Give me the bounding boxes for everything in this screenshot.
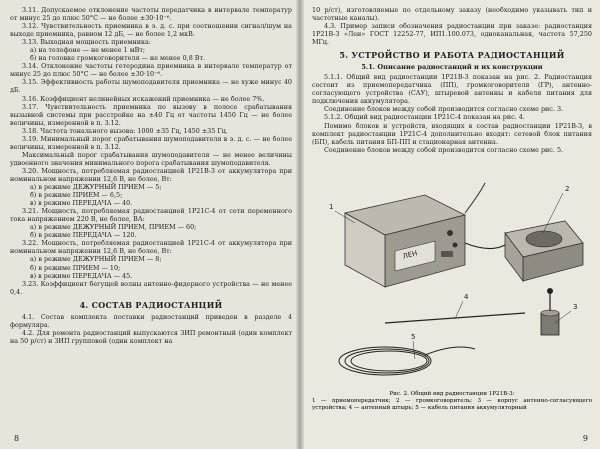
callout-4: 4: [464, 293, 469, 301]
paragraph: 3.17. Чувствительность приемника по вызову в полосе срабатывания вызывной системы при расстройке на ±40 Гц от частоты 1450 Гц — не более величины, измеренной в п. 3.12.: [10, 102, 292, 127]
paragraph: 3.15. Эффективность работы шумоподавителя приемника — не хуже минус 40 дБ.: [10, 78, 292, 95]
paragraph: 10 р/ст), изготовляемые по отдельному заказу (необходимо указывать тип и частотные каналы).: [312, 6, 592, 23]
callout-1: 1: [329, 203, 334, 211]
paragraph: Соединение блоков между собой производится согласно схеме рис. 3.: [324, 105, 564, 114]
paragraph: 3.14. Отклонение частоты гетеродина приемника в интервале температур от минус 25 до плюс 50°С — не более ±30·10⁻⁶.: [10, 62, 292, 79]
subsection-heading: 5.1. Описание радиостанций и их конструкции: [361, 63, 543, 72]
paragraph: 3.18. Частота тонального вызова: 1000 ±35 Гц, 1450 ±35 Гц.: [22, 126, 228, 135]
speaker-unit: [505, 221, 583, 281]
power-cable-coil: [339, 347, 475, 375]
panel-label: ЛЕН: [401, 249, 419, 261]
paragraph: 4.1. Состав комплекта поставки радиостанций приведен в разделе 4 формуляра.: [10, 312, 292, 329]
callout-3: 3: [573, 303, 578, 311]
paragraph: Максимальный порог срабатывания шумоподавителя — не менее величины удвоенного значения минимального порога срабатывания шумоподавителя.: [10, 150, 292, 167]
right-text-column: [312, 6, 592, 154]
caption-text: 1 — приемопередатчик; 2 — громкоговоритель; 3 — корпус антенно-согласующего устройства; 4 — антенный штырь; 5 — кабель питания аккумуляторный: [312, 398, 592, 411]
transceiver-unit: [345, 195, 465, 287]
paragraph: 3.20. Мощность, потребляемая радиостанцией 1Р21В-3 от аккумулятора при номинальном напряжении 12,6 В, не более, Вт:: [10, 166, 292, 183]
paragraph: 3.19. Минимальный порог срабатывания шумоподавителя в э. д. с. — не более величины, измеренной в п. 3.12.: [10, 134, 292, 151]
section-heading: 4. СОСТАВ РАДИОСТАНЦИЙ: [79, 299, 223, 310]
radio-station-figure: [315, 173, 587, 391]
list-item: а) в режиме ДЕЖУРНЫЙ ПРИЕМ — 5;: [30, 183, 162, 192]
list-item: б) на головке громкоговорителя — не менее 0,8 Вт.: [30, 54, 206, 63]
paragraph: 4.3. Пример записи обозначения радиостанции при заказе: радиостанция 1Р21В-3 «Лен» ГОСТ 12252-77, ИП1.100.073, одноканальная, частота 57,250 МГц.: [312, 22, 592, 47]
page-number: 9: [582, 434, 588, 443]
paragraph: 5.1.1. Общий вид радиостанции 1Р21В-3 показан на рис. 2. Радиостанция состоит из приемопередатчика (ПП), громкоговорителя (ГР), антенно-согласующего устройства (САУ), штыревой антенны и кабеля питания для подключения аккумулятора.: [312, 73, 592, 106]
paragraph: 4.2. Для ремонта радиостанций выпускаются ЗИП ремонтный (один комплект на 50 р/ст) и ЗИП групповой (один комплект на: [10, 328, 292, 345]
list-item: б) в режиме ПЕРЕДАЧА — 120.: [30, 231, 137, 240]
paragraph: 3.22. Мощность, потребляемая радиостанцией 1Р21С-4 от аккумулятора при номинальном напряжении 12,6 В, не более, Вт:: [10, 239, 292, 256]
book-gutter: [296, 0, 304, 449]
left-text-column: [10, 6, 292, 345]
callout-2: 2: [565, 185, 570, 193]
paragraph: 3.11. Допускаемое отклонение частоты передатчика в интервале температур от минус 25 до плюс 50°С — не более ±30·10⁻⁶.: [10, 6, 292, 23]
paragraph: 3.21. Мощность, потребляемая радиостанцией 1Р21С-4 от сети переменного тока напряжением 220 В, не более, ВА:: [10, 207, 292, 224]
list-item: б) в режиме ПРИЕМ — 10;: [30, 263, 121, 272]
list-item: б) в режиме ПРИЕМ — 6,5;: [30, 191, 123, 200]
paragraph: 3.16. Коэффициент нелинейных искажений приемника — не более 7%.: [22, 94, 265, 103]
paragraph: 3.13. Выходная мощность приемника:: [22, 38, 151, 47]
page-number: 8: [14, 434, 20, 443]
paragraph: 3.12. Чувствительность приемника в э. д. с. при соотношении сигнал/шум на выходе приемника, равном 12 дБ, — не более 1,2 мкВ.: [10, 22, 292, 39]
paragraph: 5.1.2. Общий вид радиостанции 1Р21С-4 показан на рис. 4.: [324, 113, 525, 122]
callout-5: 5: [411, 333, 416, 341]
list-item: в) в режиме ПЕРЕДАЧА — 40.: [30, 199, 133, 208]
list-item: в) в режиме ПЕРЕДАЧА — 45.: [30, 271, 133, 280]
list-item: а) в режиме ДЕЖУРНЫЙ ПРИЕМ — 8;: [30, 255, 162, 264]
antenna-rod: [385, 313, 525, 323]
list-item: а) в режиме ДЕЖУРНЫЙ ПРИЕМ, ПРИЕМ — 60;: [30, 223, 197, 232]
paragraph: Соединение блоков между собой производится согласно схеме рис. 5.: [324, 145, 564, 154]
caption-title: Рис. 2. Общий вид радиостанции 1Р21В-3:: [389, 391, 515, 397]
paragraph: Помимо блоков и устройств, входящих в состав радиостанции 1Р21В-3, в комплект радиостанции 1Р21С-4 дополнительно входят: сетевой блок питания (БП), кабель питания БП-ПП и стационарная антенна.: [312, 121, 592, 146]
section-heading: 5. УСТРОЙСТВО И РАБОТА РАДИОСТАНЦИЙ: [339, 50, 565, 61]
antenna-matching-unit: [541, 288, 559, 335]
list-item: а) на телефоне — не менее 1 мВт;: [30, 46, 146, 55]
paragraph: 3.23. Коэффициент бегущей волны антенно-фидерного устройства — не менее 0,4.: [10, 279, 292, 296]
figure-caption: [312, 391, 592, 412]
